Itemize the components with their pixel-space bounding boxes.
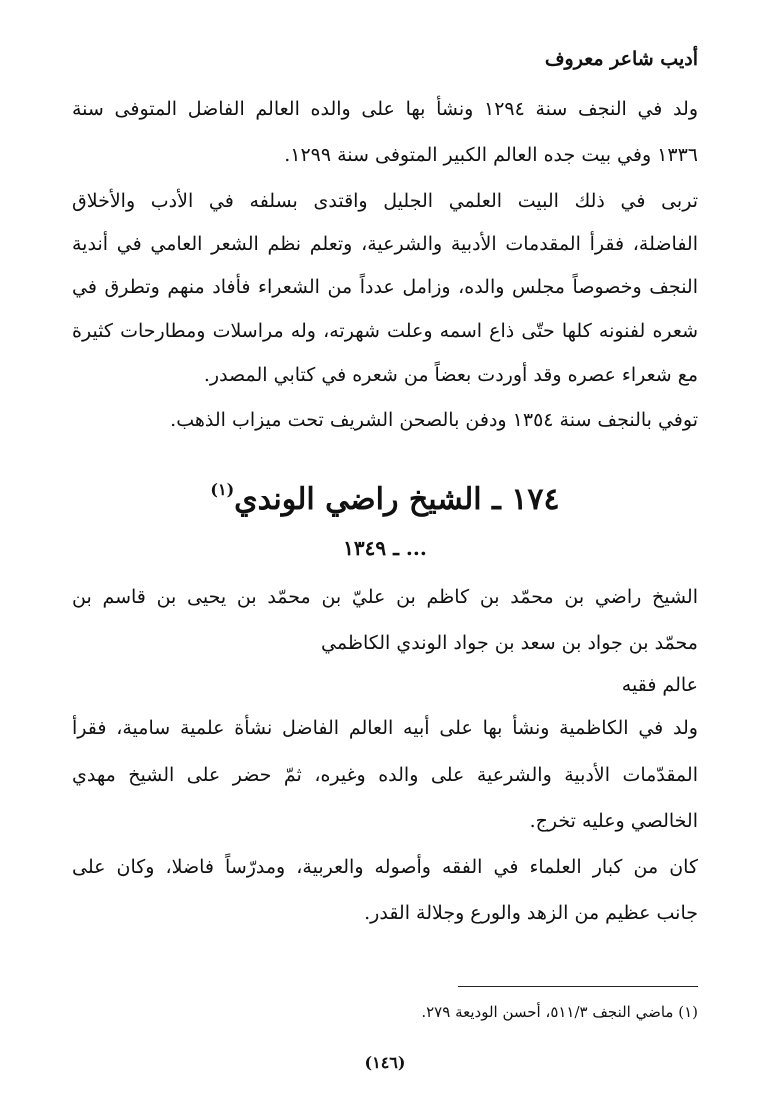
entry-scholar-paragraph-line: كان من كبار العلماء في الفقه وأصوله والعربية، ومدرّساً فاضلا، وكان على [72, 856, 698, 878]
entry-heading-text: ١٧٤ ـ الشيخ راضي الوندي [234, 482, 560, 517]
entry-birth-paragraph-line: ولد في الكاظمية ونشأ بها على أبيه العالم الفاضل نشأة علمية سامية، فقرأ [72, 717, 698, 739]
upbringing-paragraph-line: مع شعراء عصره وقد أوردت بعضاً من شعره في كتابي المصدر. [203, 364, 698, 386]
entry-dates: ... ـ ١٣٤٩ [343, 536, 427, 560]
book-page [72, 0, 698, 1105]
birth-paragraph-line: ولد في النجف سنة ١٢٩٤ ونشأ بها على والده العالم الفاضل المتوفى سنة [72, 98, 698, 120]
entry-heading [72, 470, 698, 520]
intro-line: أديب شاعر معروف [544, 48, 698, 70]
lineage-line: الشيخ راضي بن محمّد بن كاظم بن عليّ بن محمّد بن يحيى بن قاسم بن [72, 586, 698, 608]
death-paragraph: توفي بالنجف سنة ١٣٥٤ ودفن بالصحن الشريف تحت ميزاب الذهب. [170, 409, 698, 431]
entry-scholar-paragraph-line: جانب عظيم من الزهد والورع وجلالة القدر. [364, 902, 698, 924]
upbringing-paragraph-line: شعره لفنونه كلها حتّى ذاع اسمه وعلت شهرته، وله مراسلات ومطارحات كثيرة [72, 320, 698, 342]
entry-birth-paragraph-line: الخالصي وعليه تخرج. [529, 810, 698, 832]
upbringing-paragraph-line: تربى في ذلك البيت العلمي الجليل واقتدى بسلفه في الأدب والأخلاق [72, 190, 698, 212]
lineage-line: محمّد بن جواد بن سعد بن جواد الوندي الكاظمي [321, 632, 698, 654]
footnote-text: (١) ماضي النجف ٥١١/٣، أحسن الوديعة ٢٧٩. [421, 1003, 698, 1021]
page-number: (١٤٦) [364, 1053, 406, 1072]
upbringing-paragraph-line: النجف وخصوصاً مجلس والده، وزامل عدداً من الشعراء فأفاد منهم وتطرق في [72, 276, 698, 298]
footnote-separator [458, 986, 698, 987]
footnote-marker: (١) [210, 480, 235, 499]
upbringing-paragraph-line: الفاضلة، فقرأ المقدمات الأدبية والشرعية، وتعلم نظم الشعر العامي في أندية [72, 233, 698, 255]
entry-birth-paragraph-line: المقدّمات الأدبية والشرعية على والده وغيره، ثمّ حضر على الشيخ مهدي [72, 764, 698, 786]
entry-descriptor: عالم فقيه [621, 674, 698, 696]
birth-paragraph-line: ١٣٣٦ وفي بيت جده العالم الكبير المتوفى سنة ١٢٩٩. [284, 144, 698, 166]
